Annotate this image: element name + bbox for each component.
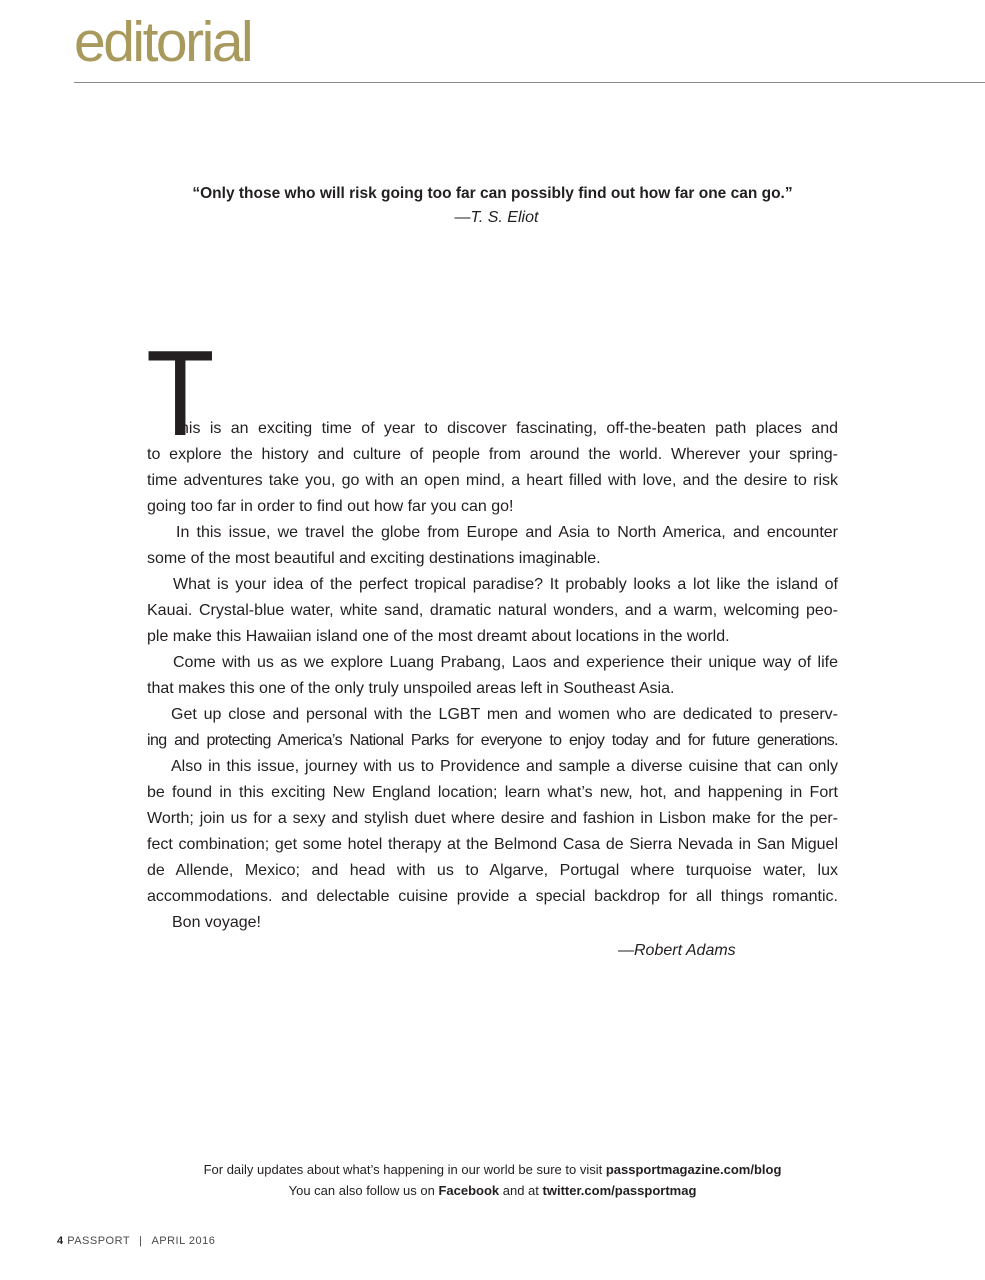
article-line: time adventures take you, go with an open mind, a heart filled with love, and the desire to risk	[147, 472, 838, 489]
article-line: to explore the history and culture of people from around the world. Wherever your spring-	[147, 446, 838, 463]
magazine-name: PASSPORT	[67, 1235, 131, 1247]
article-line: fect combination; get some hotel therapy at the Belmond Casa de Sierra Nevada in San Miguel	[147, 836, 838, 853]
title-divider	[74, 82, 985, 83]
article-line: some of the most beautiful and exciting destinations imaginable.	[147, 550, 601, 567]
blog-link[interactable]: passportmagazine.com/blog	[605, 1162, 782, 1177]
epigraph-quote: “Only those who will risk going too far can possibly find out how far one can go.”	[192, 185, 793, 202]
editor-signature: —Robert Adams	[618, 942, 736, 959]
facebook-link[interactable]: Facebook	[438, 1183, 500, 1198]
article-line: his is an exciting time of year to discover fascinating, off-the-beaten path places and	[180, 420, 838, 437]
footer-social-text: You can also follow us on	[288, 1183, 439, 1198]
twitter-link[interactable]: twitter.com/passportmag	[542, 1183, 697, 1198]
article-line: Also in this issue, journey with us to Providence and sample a diverse cuisine that can only	[171, 758, 838, 775]
drop-cap: T	[146, 325, 215, 461]
epigraph	[0, 182, 985, 231]
article-line: Come with us as we explore Luang Prabang, Laos and experience their unique way of life	[173, 654, 838, 671]
article-line: de Allende, Mexico; and head with us to Algarve, Portugal where turquoise water, lux	[147, 862, 838, 879]
page-folio	[57, 1235, 215, 1247]
folio-separator: |	[139, 1235, 143, 1247]
issue-date: APRIL 2016	[151, 1235, 216, 1247]
article-line: Bon voyage!	[172, 914, 261, 931]
article-line: Worth; join us for a sexy and stylish duet where desire and fashion in Lisbon make for the per-	[147, 810, 838, 827]
article-line: In this issue, we travel the globe from Europe and Asia to North America, and encounter	[176, 524, 838, 541]
article-line: that makes this one of the only truly unspoiled areas left in Southeast Asia.	[147, 680, 675, 697]
section-title: editorial	[74, 10, 252, 74]
article-line: accommodations. and delectable cuisine provide a special backdrop for all things romantic.	[147, 888, 838, 905]
footer-line-blog	[0, 1159, 985, 1180]
footer-note	[0, 1159, 985, 1201]
article-line: be found in this exciting New England location; learn what’s new, hot, and happening in Fort	[147, 784, 838, 801]
footer-blog-text: For daily updates about what’s happening in our world be sure to visit	[203, 1162, 606, 1177]
article-line: ple make this Hawaiian island one of the most dreamt about locations in the world.	[147, 628, 730, 645]
footer-line-social	[0, 1180, 985, 1201]
footer-social-text-and: and at	[499, 1183, 543, 1198]
article-line: Get up close and personal with the LGBT men and women who are dedicated to preserv-	[171, 706, 838, 723]
epigraph-attribution: —T. S. Eliot	[454, 209, 539, 226]
article-line: going too far in order to find out how far you can go!	[147, 498, 514, 515]
article-line: ing and protecting America’s National Parks for everyone to enjoy today and for future generations.	[147, 732, 838, 749]
article-line: What is your idea of the perfect tropical paradise? It probably looks a lot like the island of	[173, 576, 838, 593]
page-number: 4	[57, 1235, 64, 1247]
article-line: Kauai. Crystal-blue water, white sand, dramatic natural wonders, and a warm, welcoming peo-	[147, 602, 838, 619]
